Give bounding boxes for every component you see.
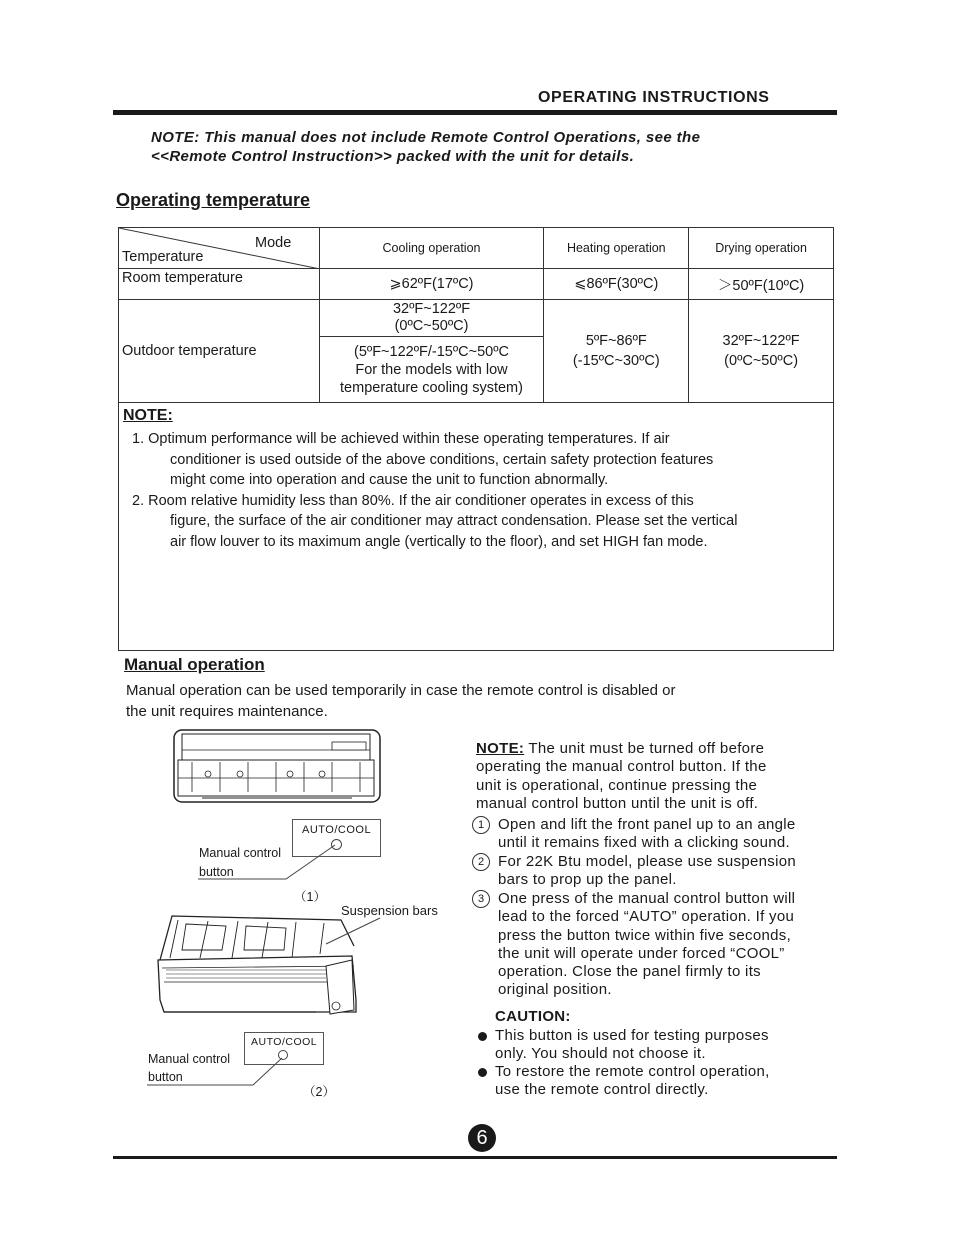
footer-rule [113,1156,837,1159]
manual-note-label: NOTE: [476,740,525,757]
manual-operation-description [126,680,786,722]
top-note-line: <<Remote Control Instruction>> packed with the unit for details. [151,148,635,165]
outdoor-drying-f: 32ºF~122ºF [722,333,800,349]
step-text: Open and lift the front panel up to an angle [498,816,796,833]
note-line: 1. Optimum performance will be achieved within these operating temperatures. If air [132,431,670,447]
fig1-number: （1） [294,890,326,904]
step-number: 2 [472,853,490,871]
indoor-unit-front-illustration [172,728,382,806]
outdoor-drying-value [689,300,834,403]
caution-text: use the remote control directly. [495,1081,709,1099]
step-number: 3 [472,890,490,908]
fig2-caption-l1: Manual control [148,1052,230,1066]
note-box-list [132,429,812,552]
mode-temperature-corner-cell [119,228,320,269]
outdoor-heating-value [544,300,689,403]
step-text: press the button twice within five seconds, [498,926,792,944]
fig1-caption-l1: Manual control [199,846,281,860]
outdoor-drying-c: (0ºC~50ºC) [724,353,799,369]
outdoor-heating-c: (-15ºC~30ºC) [572,353,660,369]
caution-text: only. You should not choose it. [495,1045,706,1063]
col-header-heating: Heating operation [544,228,689,269]
header-rule [113,110,837,115]
outdoor-cooling-standard [319,300,544,337]
outdoor-cooling-standard-c: (0ºC~50ºC) [394,318,469,334]
bullet-icon [478,1068,487,1077]
note-line: might come into operation and cause the unit to function abnormally. [170,472,609,488]
outdoor-cooling-low-temp [319,337,544,403]
top-note [151,128,700,166]
step-2 [476,853,821,890]
fig1-caption-l2: button [199,865,234,879]
step-text: For 22K Btu model, please use suspension [498,853,797,870]
outdoor-cooling-low-note: temperature cooling system) [340,379,523,396]
manual-desc-line: the unit requires maintenance. [126,703,328,720]
manual-operation-title: Manual operation [124,655,265,674]
top-note-line: NOTE: This manual does not include Remote Control Operations, see the [151,129,701,146]
step-text: One press of the manual control button will [498,890,796,907]
manual-note [476,740,821,813]
step-text: until it remains fixed with a clicking sound. [498,834,790,852]
outdoor-cooling-standard-f: 32ºF~122ºF [392,301,471,317]
note-item [132,491,812,553]
step-text: the unit will operate under forced “COOL” [498,944,785,962]
col-header-cooling: Cooling operation [319,228,544,269]
operating-temperature-table [118,227,834,403]
manual-note-text: manual control button until the unit is off. [476,794,759,812]
step-3 [476,890,821,1000]
note-line: figure, the surface of the air conditioner may attract condensation. Please set the vertical [170,513,738,529]
manual-note-text: The unit must be turned off before [524,740,765,757]
caution-item [478,1027,818,1064]
row-header-room: Room temperature [119,269,320,300]
step-text: operation. Close the panel firmly to its [498,963,761,981]
row-header-outdoor: Outdoor temperature [119,300,320,403]
note-line: air flow louver to its maximum angle (vertically to the floor), and set HIGH fan mode. [170,533,708,550]
step-text: bars to prop up the panel. [498,871,677,889]
outdoor-cooling-low-note: For the models with low [355,361,508,378]
manual-note-text: operating the manual control button. If the [476,758,767,776]
fig2-caption-l2: button [148,1070,183,1084]
corner-mode-label: Mode [255,235,292,251]
step-number: 1 [472,816,490,834]
step-text: original position. [498,981,612,999]
note-line: conditioner is used outside of the above conditions, certain safety protection features [170,451,714,468]
room-drying-value: ＞50ºF(10ºC) [689,269,834,300]
caution-item [478,1063,818,1100]
note-box-title: NOTE: [123,407,173,424]
caution-text: This button is used for testing purposes [495,1027,769,1044]
step-1 [476,816,821,853]
note-item [132,429,812,491]
manual-desc-line: Manual operation can be used temporarily in case the remote control is disabled or [126,682,676,699]
fig2-number: （2） [303,1085,335,1099]
outdoor-cooling-low-range: (5ºF~122ºF/-15ºC~50ºC [354,343,509,360]
page-header-title: OPERATING INSTRUCTIONS [538,89,770,106]
page-number: 6 [468,1124,496,1152]
fig1-button-label: AUTO/COOL [302,824,372,836]
caution-title: CAUTION: [495,1008,571,1025]
room-heating-value: ⩽86ºF(30ºC) [544,269,689,300]
outdoor-heating-f: 5ºF~86ºF [585,333,647,349]
col-header-drying: Drying operation [689,228,834,269]
caution-text: To restore the remote control operation, [495,1063,770,1080]
note-line: 2. Room relative humidity less than 80%. If the air conditioner operates in excess of this [132,492,694,509]
suspension-bars-label: Suspension bars [341,903,438,918]
bullet-icon [478,1032,487,1041]
manual-note-text: unit is operational, continue pressing the [476,776,758,794]
room-cooling-value: ⩾62ºF(17ºC) [319,269,544,300]
operating-temperature-title: Operating temperature [116,190,311,210]
step-text: lead to the forced “AUTO” operation. If you [498,908,795,926]
corner-temperature-label: Temperature [122,249,204,265]
fig2-button-label: AUTO/COOL [251,1036,318,1048]
